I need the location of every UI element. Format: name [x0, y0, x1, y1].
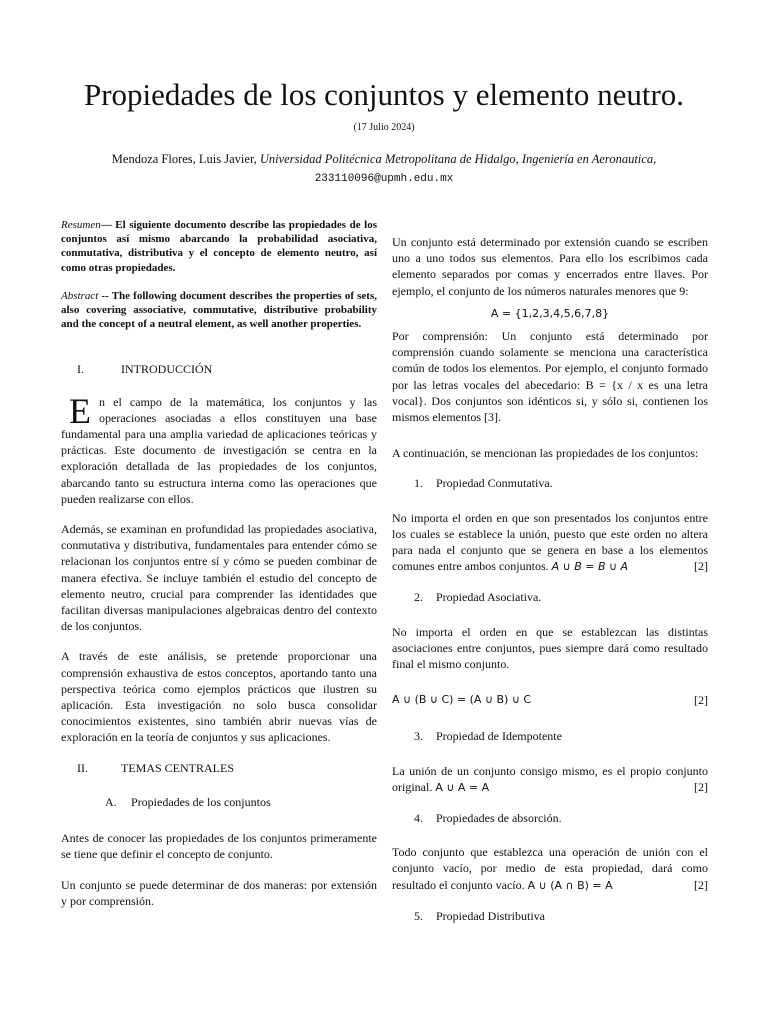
extension-paragraph: Un conjunto está determinado por extensión cuando se escriben uno a uno todos sus elementos. Para ello los escribimos cada elemento separados por comas y encerrados entre llaves. Por ejemplo, el conjunto de los números naturales menores que 9:: [392, 235, 708, 298]
intro-paragraph-2: Además, se examinan en profundidad las propiedades asociativa, conmutativa y distributiva, fundamentales para entender cómo se relacionan los conjuntos entre sí y cómo se pueden combinar de manera efectiva. Se incluye también el estudio del concepto de elemento neutro, crucial para comprender las identidades que facilitan diversas manipulaciones algebraicas dentro del contexto de los conjuntos.: [61, 522, 377, 634]
formula-idempotente: A ∪ A = A: [435, 780, 490, 794]
absorcion-paragraph: Todo conjunto que establezca una operación de unión con el conjunto vacío, por medio de esta propiedad, dará como resultado el conjunto vacío. A ∪ (A ∩ B) = A [2]: [392, 845, 708, 892]
author-affiliation: Universidad Politécnica Metropolitana de Hidalgo, Ingeniería en Aeronautica,: [259, 152, 657, 166]
subsection-heading-a: [61, 794, 377, 810]
formula-absorcion: A ∪ (A ∩ B) = A: [527, 878, 613, 892]
abstract-text: -- The following document describes the properties of sets, also covering associative, commutative, distributive probability and the concept of a neutral element, as well another properties.: [61, 289, 377, 331]
right-column: [392, 234, 708, 942]
citation: [2]: [694, 693, 708, 708]
comprension-paragraph: Por comprensión: Un conjunto está determinado por comprensión cuando solamente se menciona una característica común de todos los elementos. Por ejemplo, el conjunto formado por las letras vocales del abecedario: B = {x / x es una letra vocal}. Dos conjuntos son idénticos si, y sólo si, contienen los mismos elementos [3].: [392, 329, 708, 425]
citation: [2]: [694, 779, 708, 794]
subsection-number: A.: [105, 794, 117, 809]
section-number: I.: [77, 362, 84, 377]
resumen-text: — El siguiente documento describe las propiedades de los conjuntos así mismo abarcando la probabilidad asociativa, conmutativa, distributiva y el concepto de elemento neutro, así como otras propiedades.: [61, 219, 377, 274]
abstract-paragraph: [61, 289, 377, 332]
author-name: Mendoza Flores, Luis Javier,: [111, 152, 257, 166]
intro-paragraph-1: [61, 390, 377, 507]
formula-conmutativa: A ∪ B = B ∪ A: [551, 560, 629, 574]
list-item-asociativa: 2. Propiedad Asociativa.: [414, 590, 542, 605]
asociativa-paragraph: No importa el orden en que se establezcan las distintas asociaciones entre conjuntos, pues siempre dará como resultado final el mismo conjunto.: [392, 624, 708, 672]
resumen-label: Resumen: [61, 219, 101, 231]
list-item-conmutativa: 1. Propiedad Conmutativa.: [414, 476, 553, 491]
formula-asociativa: A ∪ (B ∪ C) = (A ∪ B) ∪ C: [392, 693, 532, 707]
intro-paragraph-1-text: n el campo de la matemática, los conjuntos y las operaciones asociadas a ellos constituyen una base fundamental para una amplia variedad de aplicaciones teóricas y prácticas. Este documento de investigación se centra en la exploración detallada de las propiedades de los conjuntos, abarcando tanto su estructura interna como las operaciones que pueden realizarse con ellos.: [61, 394, 377, 506]
drop-cap: E: [69, 390, 91, 431]
intro-paragraph-3: A través de este análisis, se pretende proporcionar una comprensión exhaustiva de estos conceptos, aportando tanto una perspectiva teórica como ejemplos prácticos que ilustren su aplicación. Esta investigación no solo busca consolidar conocimientos existentes, sino también abrir nuevas vías de exploración en la teoría de conjuntos y sus aplicaciones.: [61, 649, 377, 745]
left-column: [61, 218, 377, 923]
citation: [2]: [694, 559, 708, 574]
list-item-absorcion: 4. Propiedades de absorción.: [414, 811, 562, 826]
paper-date: (17 Julio 2024): [353, 122, 415, 133]
section-number: II.: [77, 760, 88, 775]
body-paragraph-maneras: Un conjunto se puede determinar de dos maneras: por extensión y por comprensión.: [61, 877, 377, 908]
body-paragraph-definicion: Antes de conocer las propiedades de los conjuntos primeramente se tiene que definir el concepto de conjunto.: [61, 831, 377, 862]
list-item-idempotente: 3. Propiedad de Idempotente: [414, 729, 562, 744]
author-email: 233110096@upmh.edu.mx: [314, 173, 454, 185]
section-title: INTRODUCCIÓN: [121, 362, 213, 377]
section-heading-temas: [61, 760, 377, 776]
formula-asociativa-line: [392, 692, 708, 708]
list-item-distributiva: 5. Propiedad Distributiva: [414, 908, 545, 923]
section-heading-intro: [61, 361, 377, 377]
section-title: TEMAS CENTRALES: [121, 760, 235, 775]
citation: [2]: [694, 877, 708, 892]
resumen-paragraph: [61, 218, 377, 275]
subsection-title: Propiedades de los conjuntos: [131, 794, 271, 809]
idempotente-paragraph: La unión de un conjunto consigo mismo, es el propio conjunto original. A ∪ A = A [2]: [392, 763, 708, 794]
author-block: [60, 150, 708, 188]
conmutativa-paragraph: No importa el orden en que son presentados los conjuntos entre los cuales se establece la unión, puesto que este orden no altera para nada el conjunto que se genera en base a los elementos comunes entre ambos conjuntos. A ∪ B = B ∪ A [2]: [392, 510, 708, 574]
formula-extension: A = {1,2,3,4,5,6,7,8}: [490, 306, 610, 320]
paper-title: Propiedades de los conjuntos y elemento neutro.: [83, 77, 685, 112]
abstract-label: Abstract: [61, 289, 99, 302]
properties-intro-paragraph: A continuación, se mencionan las propiedades de los conjuntos:: [392, 446, 699, 461]
